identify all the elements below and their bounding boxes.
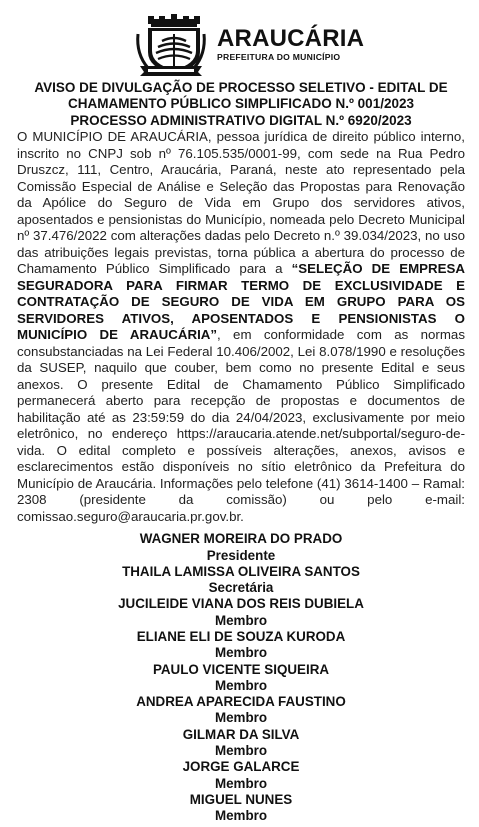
letterhead — [17, 0, 465, 80]
brand-subtitle: PREFEITURA DO MUNICÍPIO — [217, 52, 341, 62]
signatory-name: WAGNER MOREIRA DO PRADO — [139, 531, 343, 547]
signatory — [17, 629, 465, 662]
notice-body — [17, 129, 465, 525]
brand-block — [217, 27, 387, 62]
title-line-1: AVISO DE DIVULGAÇÃO DE PROCESSO SELETIVO - EDITAL DE — [34, 80, 448, 95]
signatory — [17, 792, 465, 825]
signatory-name: ELIANE ELI DE SOUZA KURODA — [136, 629, 346, 644]
signatory — [17, 694, 465, 727]
title-line-3: PROCESSO ADMINISTRATIVO DIGITAL N.º 6920/2023 — [70, 112, 412, 128]
signatory-role: Membro — [214, 808, 268, 824]
signatory-name: JUCILEIDE VIANA DOS REIS DUBIELA — [118, 596, 364, 612]
title-line-2: CHAMAMENTO PÚBLICO SIMPLIFICADO N.º 001/2023 — [68, 96, 414, 112]
signatory-role: Presidente — [206, 547, 276, 563]
signatory-name: ANDREA APARECIDA FAUSTINO — [136, 694, 346, 710]
body-rest: , em conformidade com as normas consubstanciadas na Lei Federal 10.406/2002, Lei 8.078/1990 e resoluções da SUSEP, naquilo que couber, bem como no presente Edital e seus anexos. O presente Edital de Chamamento Público Simplificado permanecerá aberto para recepção de propostas e documentos de habilitação até as 23:59:59 do dia 24/04/2023, exclusivamente por meio eletrônico, no endereço https://araucaria.atende.net/subportal/seguro-de-vida. O edital completo e possíveis alterações, anexos, avisos e esclarecimentos estão disponíveis no sítio eletrônico da Prefeitura do Município de Araucária. Informações pelo telefone (41) 3614-1400 – Ramal: 2308 (presidente da comissão) ou pelo e-mail: comissao.seguro@araucaria.pr.gov.br. — [17, 327, 465, 524]
signatory — [17, 727, 465, 760]
municipal-coat-of-arms-icon — [134, 14, 208, 76]
signatory-role: Membro — [214, 645, 268, 661]
signatory-name: PAULO VICENTE SIQUEIRA — [152, 661, 330, 677]
brand-name: ARAUCÁRIA — [217, 25, 365, 52]
signatory — [17, 759, 465, 792]
body-object: “SELEÇÃO DE EMPRESA SEGURADORA PARA FIRMAR TERMO DE EXCLUSIVIDADE E CONTRATAÇÃO DE SEGURO DE VIDA EM GRUPO PARA OS SERVIDORES ATIVOS, APOSENTADOS E PENSIONISTAS O MUNICÍPIO DE ARAUCÁRIA” — [17, 261, 465, 343]
signatory — [17, 662, 465, 695]
signatory-role: Membro — [214, 710, 268, 726]
body-intro: O MUNICÍPIO DE ARAUCÁRIA, pessoa jurídica de direito público interno, inscrito no CNPJ sob nº 76.105.535/0001-99, com sede na Rua Pedro Druszcz, 111, Centro, Araucária, Paraná, neste ato representado pela Comissão Especial de Análise e Seleção das Propostas para Renovação da Apólice do Seguro de Vida em Grupo dos servidores ativos, aposentados e pensionistas do Município, nomeada pelo Decreto Municipal nº 37.476/2022 com alterações dadas pelo Decreto n.º 39.034/2023, no uso das atribuições legais previstas, torna pública a abertura do processo de Chamamento Público Simplificado para a — [17, 129, 465, 277]
signatory-name: JORGE GALARCE — [182, 759, 300, 775]
notice-title — [17, 80, 465, 129]
signatory — [17, 596, 465, 629]
signatory-role: Membro — [214, 612, 268, 628]
signatory-name: MIGUEL NUNES — [189, 791, 293, 807]
signatory-role: Membro — [214, 743, 268, 759]
signatory — [17, 531, 465, 564]
signatory-name: THAILA LAMISSA OLIVEIRA SANTOS — [122, 563, 360, 579]
signatory-name: GILMAR DA SILVA — [182, 726, 300, 742]
signatory-role: Membro — [214, 775, 268, 791]
signature-block — [17, 531, 465, 824]
signatory-role: Secretária — [208, 580, 274, 596]
signatory — [17, 564, 465, 597]
signatory-role: Membro — [214, 677, 268, 693]
